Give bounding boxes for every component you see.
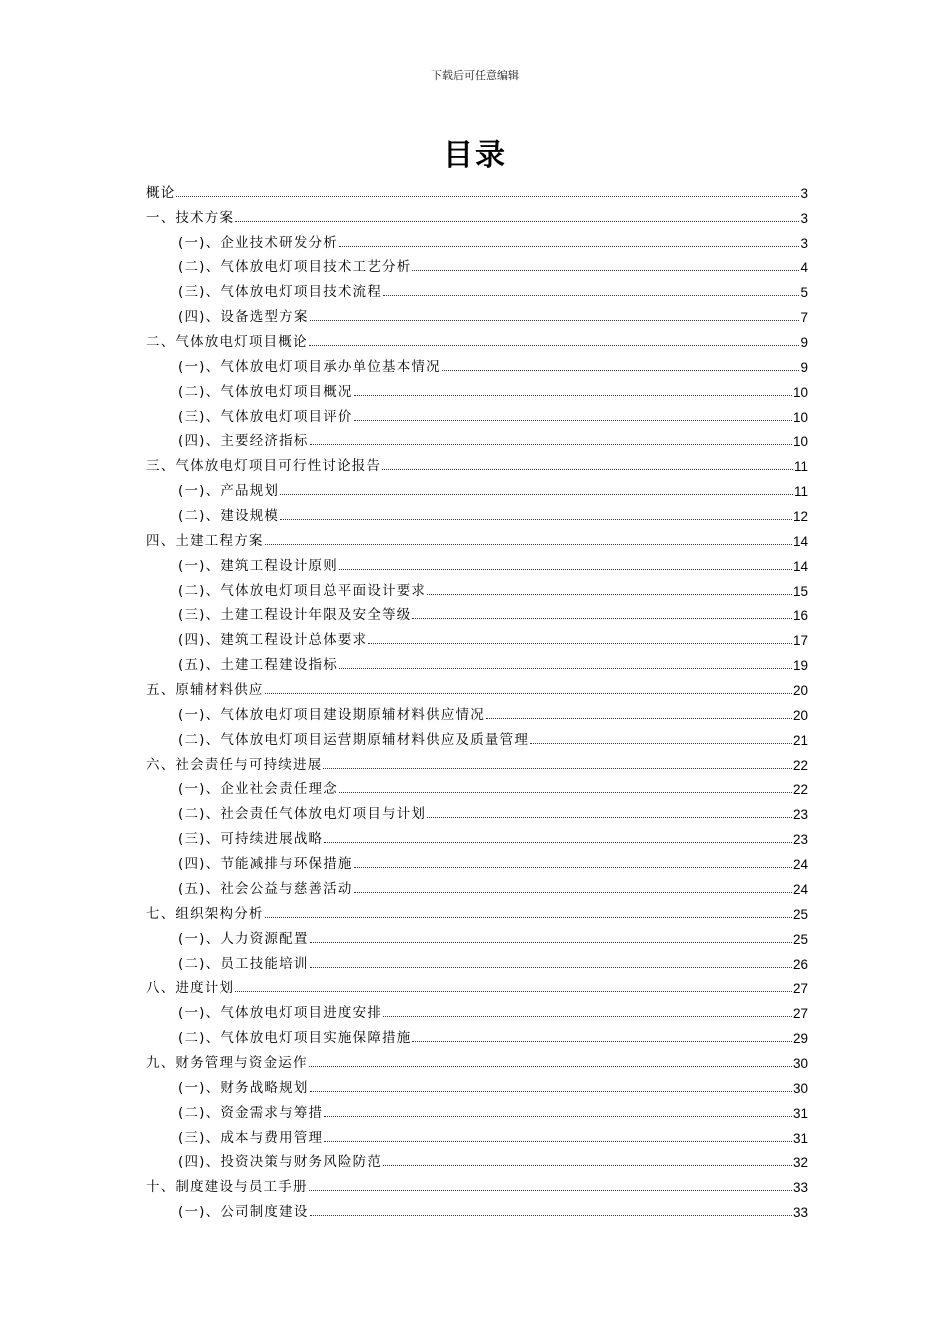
toc-entry-label: (四)、主要经济指标: [178, 433, 309, 450]
toc-entry-page: 29: [792, 1031, 808, 1047]
toc-entry[interactable]: [146, 251, 808, 276]
toc-entry-label: (三)、可持续进展战略: [178, 831, 324, 848]
toc-leader-dots: [324, 1116, 792, 1117]
toc-entry-label: 三、气体放电灯项目可行性讨论报告: [146, 458, 382, 475]
toc-leader-dots: [310, 444, 792, 445]
toc-leader-dots: [412, 618, 792, 619]
toc-entry-label: 六、社会责任与可持续进展: [146, 756, 323, 773]
toc-entry-page: 33: [792, 1180, 808, 1196]
toc-entry-page: 22: [792, 782, 808, 798]
toc-entry-label: (三)、成本与费用管理: [178, 1129, 324, 1146]
toc-leader-dots: [235, 221, 799, 222]
toc-entry[interactable]: [146, 847, 808, 872]
toc-entry[interactable]: [146, 325, 808, 350]
toc-leader-dots: [310, 967, 792, 968]
toc-entry[interactable]: [146, 897, 808, 922]
toc-entry-page: 27: [792, 1006, 808, 1022]
toc-leader-dots: [486, 718, 792, 719]
toc-entry-label: 九、财务管理与资金运作: [146, 1054, 308, 1071]
toc-entry-label: (四)、节能减排与环保措施: [178, 856, 353, 873]
toc-entry-label: (二)、气体放电灯项目概况: [178, 383, 353, 400]
toc-entry-page: 9: [800, 359, 808, 375]
toc-leader-dots: [324, 1141, 792, 1142]
toc-entry[interactable]: [146, 1096, 808, 1121]
toc-entry-page: 7: [800, 310, 808, 326]
toc-leader-dots: [323, 768, 792, 769]
toc-entry-page: 17: [792, 633, 808, 649]
page-title: 目录: [443, 138, 507, 173]
toc-entry-label: (四)、建筑工程设计总体要求: [178, 632, 368, 649]
toc-leader-dots: [354, 395, 792, 396]
toc-entry-label: (二)、社会责任气体放电灯项目与计划: [178, 806, 427, 823]
toc-entry-label: (二)、员工技能培训: [178, 955, 309, 972]
toc-entry[interactable]: [146, 723, 808, 748]
toc-entry-page: 20: [792, 707, 808, 723]
toc-entry-label: (三)、气体放电灯项目技术流程: [178, 284, 383, 301]
toc-leader-dots: [368, 643, 792, 644]
toc-entry[interactable]: [146, 449, 808, 474]
toc-entry-page: 31: [792, 1130, 808, 1146]
toc-entry-page: 3: [800, 235, 808, 251]
toc-leader-dots: [265, 544, 792, 545]
toc-leader-dots: [427, 594, 792, 595]
toc-entry-page: 24: [792, 857, 808, 873]
toc-entry-label: (四)、投资决策与财务风险防范: [178, 1154, 383, 1171]
toc-entry-page: 12: [792, 509, 808, 525]
toc-entry-label: (二)、气体放电灯项目总平面设计要求: [178, 582, 427, 599]
toc-entry-label: (二)、气体放电灯项目技术工艺分析: [178, 259, 412, 276]
toc-entry-page: 10: [792, 434, 808, 450]
toc-leader-dots: [280, 494, 793, 495]
toc-entry-label: 八、进度计划: [146, 980, 235, 997]
toc-entry-page: 27: [792, 981, 808, 997]
toc-entry[interactable]: [146, 872, 808, 897]
toc-leader-dots: [310, 1091, 792, 1092]
toc-entry-page: 14: [792, 533, 808, 549]
toc-entry-label: (五)、土建工程建设指标: [178, 657, 338, 674]
toc-leader-dots: [427, 817, 792, 818]
toc-entry-page: 9: [800, 335, 808, 351]
toc-entry-page: 21: [792, 732, 808, 748]
toc-entry[interactable]: [146, 623, 808, 648]
toc-leader-dots: [310, 320, 800, 321]
toc-entry-page: 11: [793, 459, 808, 475]
header-note: 下载后可任意编辑: [431, 69, 519, 82]
toc-entry-page: 5: [800, 285, 808, 301]
toc-entry[interactable]: [146, 275, 808, 300]
toc-entry[interactable]: [146, 748, 808, 773]
toc-entry-label: (四)、设备选型方案: [178, 309, 309, 326]
toc-entry-page: 3: [800, 210, 808, 226]
toc-leader-dots: [310, 1215, 792, 1216]
toc-entry-page: 30: [792, 1080, 808, 1096]
toc-entry-page: 23: [792, 832, 808, 848]
toc-entry-label: (二)、资金需求与筹措: [178, 1104, 324, 1121]
toc-entry[interactable]: [146, 375, 808, 400]
toc-entry-page: 14: [792, 558, 808, 574]
toc-leader-dots: [310, 942, 792, 943]
toc-entry[interactable]: [146, 698, 808, 723]
toc-leader-dots: [339, 668, 792, 669]
toc-entry[interactable]: [146, 673, 808, 698]
toc-entry[interactable]: [146, 1195, 808, 1220]
toc-entry[interactable]: [146, 972, 808, 997]
toc-entry-label: (二)、建设规模: [178, 508, 280, 525]
toc-entry-label: (一)、气体放电灯项目承办单位基本情况: [178, 358, 441, 375]
toc-entry-page: 15: [792, 583, 808, 599]
toc-entry-label: (一)、建筑工程设计原则: [178, 557, 338, 574]
toc-entry[interactable]: [146, 350, 808, 375]
toc-leader-dots: [176, 196, 799, 197]
toc-leader-dots: [383, 1165, 792, 1166]
toc-entry[interactable]: [146, 797, 808, 822]
toc-entry-label: (一)、企业技术研发分析: [178, 234, 338, 251]
toc-entry-label: (一)、人力资源配置: [178, 930, 309, 947]
toc-entry[interactable]: [146, 922, 808, 947]
toc-entry-label: (五)、社会公益与慈善活动: [178, 880, 353, 897]
toc-entry[interactable]: [146, 1071, 808, 1096]
toc-entry-page: 20: [792, 683, 808, 699]
toc-leader-dots: [339, 569, 792, 570]
toc-entry-label: 二、气体放电灯项目概论: [146, 334, 308, 351]
toc-entry[interactable]: [146, 1121, 808, 1146]
toc-leader-dots: [382, 469, 793, 470]
toc-entry-page: 30: [792, 1055, 808, 1071]
toc-entry[interactable]: [146, 524, 808, 549]
toc-leader-dots: [339, 246, 800, 247]
toc-entry-page: 19: [792, 658, 808, 674]
toc-entry-page: 25: [792, 906, 808, 922]
toc-leader-dots: [280, 519, 792, 520]
toc-leader-dots: [324, 842, 792, 843]
toc-entry-label: (二)、气体放电灯项目实施保障措施: [178, 1030, 412, 1047]
toc-entry[interactable]: [146, 400, 808, 425]
toc-entry-label: (一)、气体放电灯项目建设期原辅材料供应情况: [178, 706, 485, 723]
toc-entry-label: 四、土建工程方案: [146, 532, 264, 549]
toc-entry[interactable]: [146, 773, 808, 798]
toc-entry-page: 32: [792, 1155, 808, 1171]
toc-entry-label: (一)、公司制度建设: [178, 1204, 309, 1221]
toc-entry-label: (一)、产品规划: [178, 483, 280, 500]
toc-entry-page: 31: [792, 1105, 808, 1121]
toc-entry-label: (一)、气体放电灯项目进度安排: [178, 1005, 383, 1022]
toc-entry[interactable]: [146, 996, 808, 1021]
toc-leader-dots: [339, 792, 792, 793]
toc-entry-page: 4: [800, 260, 808, 276]
toc-leader-dots: [309, 1066, 792, 1067]
toc-entry[interactable]: [146, 1046, 808, 1071]
toc-entry[interactable]: [146, 1146, 808, 1171]
toc-entry-page: 11: [793, 484, 808, 500]
toc-entry-label: (二)、气体放电灯项目运营期原辅材料供应及质量管理: [178, 731, 530, 748]
toc-entry-page: 10: [792, 409, 808, 425]
toc-leader-dots: [309, 345, 800, 346]
toc-entry-label: 七、组织架构分析: [146, 905, 264, 922]
toc-leader-dots: [530, 743, 792, 744]
toc-entry[interactable]: [146, 425, 808, 450]
toc-leader-dots: [354, 867, 792, 868]
toc-leader-dots: [235, 991, 792, 992]
toc-entry[interactable]: [146, 176, 808, 201]
toc-entry[interactable]: [146, 499, 808, 524]
table-of-contents: [146, 176, 808, 1220]
toc-leader-dots: [412, 1041, 792, 1042]
toc-entry[interactable]: [146, 549, 808, 574]
toc-entry[interactable]: [146, 474, 808, 499]
toc-entry-page: 24: [792, 881, 808, 897]
toc-entry-page: 22: [792, 757, 808, 773]
toc-entry[interactable]: [146, 574, 808, 599]
toc-entry-label: 概论: [146, 184, 176, 201]
toc-entry-label: 一、技术方案: [146, 209, 235, 226]
toc-entry-page: 26: [792, 956, 808, 972]
toc-entry-page: 33: [792, 1205, 808, 1221]
toc-leader-dots: [383, 295, 799, 296]
toc-leader-dots: [265, 693, 792, 694]
toc-leader-dots: [354, 420, 792, 421]
toc-leader-dots: [383, 1016, 792, 1017]
toc-entry[interactable]: [146, 599, 808, 624]
toc-leader-dots: [309, 1190, 792, 1191]
toc-entry[interactable]: [146, 822, 808, 847]
toc-entry[interactable]: [146, 201, 808, 226]
toc-entry-label: (一)、财务战略规划: [178, 1079, 309, 1096]
toc-leader-dots: [442, 370, 800, 371]
toc-entry-page: 16: [792, 608, 808, 624]
toc-entry-page: 25: [792, 931, 808, 947]
toc-leader-dots: [354, 892, 792, 893]
toc-entry[interactable]: [146, 1170, 808, 1195]
toc-entry-page: 10: [792, 384, 808, 400]
toc-entry-page: 3: [800, 185, 808, 201]
toc-entry-label: 十、制度建设与员工手册: [146, 1179, 308, 1196]
toc-leader-dots: [265, 917, 792, 918]
toc-entry[interactable]: [146, 648, 808, 673]
toc-entry-page: 23: [792, 807, 808, 823]
toc-entry[interactable]: [146, 947, 808, 972]
toc-entry[interactable]: [146, 226, 808, 251]
toc-leader-dots: [412, 270, 799, 271]
toc-entry-label: 五、原辅材料供应: [146, 682, 264, 699]
toc-entry[interactable]: [146, 300, 808, 325]
toc-entry-label: (三)、气体放电灯项目评价: [178, 408, 353, 425]
toc-entry-label: (三)、土建工程设计年限及安全等级: [178, 607, 412, 624]
toc-entry-label: (一)、企业社会责任理念: [178, 781, 338, 798]
toc-entry[interactable]: [146, 1021, 808, 1046]
